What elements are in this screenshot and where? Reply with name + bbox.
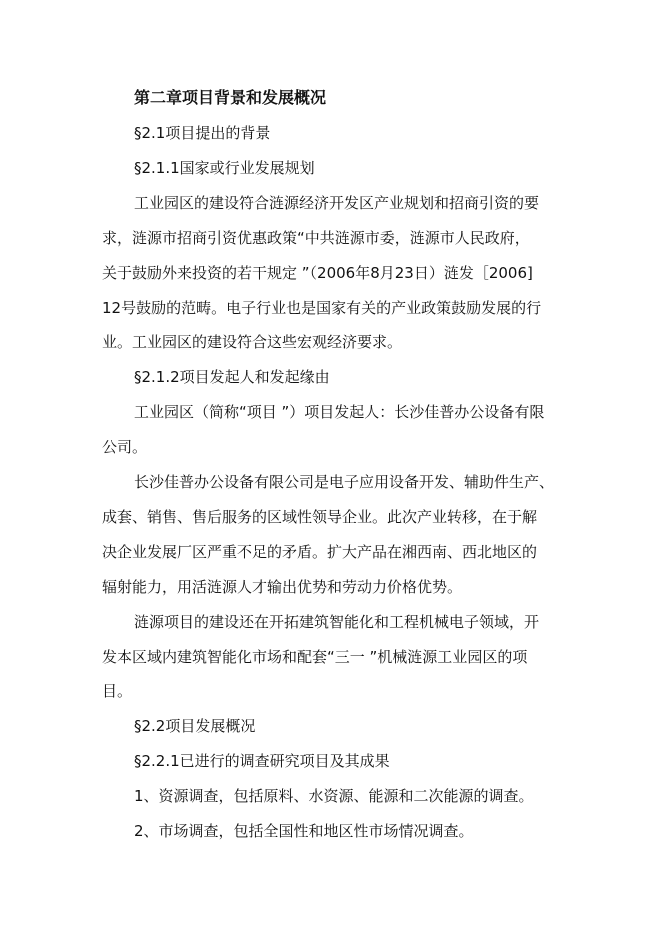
paragraph-line: 业。工业园区的建设符合这些宏观经济要求。 — [102, 333, 403, 351]
paragraph-line: 关于鼓励外来投资的若干规定 ”（2006年8月23日）涟发［2006] — [102, 264, 533, 282]
paragraph-line: 发本区域内建筑智能化市场和配套“三一 ”机械涟源工业园区的项 — [102, 648, 528, 666]
subsection-heading: §2.1.1国家或行业发展规划 — [134, 159, 315, 177]
list-item: 1、资源调查，包括原料、水资源、能源和二次能源的调查。 — [134, 787, 534, 805]
section-heading: §2.2项目发展概况 — [134, 717, 256, 735]
paragraph-line: 决企业发展厂区严重不足的矛盾。扩大产品在湘西南、西北地区的 — [102, 543, 538, 561]
paragraph-line: 公司。 — [102, 438, 148, 456]
paragraph-line: 目。 — [102, 682, 133, 700]
paragraph-line: 成套、销售、售后服务的区域性领导企业。此次产业转移，在于解 — [102, 508, 538, 526]
list-item: 2、市场调查，包括全国性和地区性市场情况调查。 — [134, 822, 474, 840]
paragraph-line: 求，涟源市招商引资优惠政策“中共涟源市委，涟源市人民政府， — [102, 229, 530, 247]
paragraph-line: 工业园区（简称“项目 ”）项目发起人：长沙佳普办公设备有限 — [134, 403, 545, 421]
paragraph-line: 涟源项目的建设还在开拓建筑智能化和工程机械电子领域，开 — [134, 613, 540, 631]
subsection-heading: §2.2.1已进行的调查研究项目及其成果 — [134, 752, 390, 770]
subsection-heading: §2.1.2项目发起人和发起缘由 — [134, 368, 330, 386]
section-heading: §2.1项目提出的背景 — [134, 124, 271, 142]
paragraph-line: 长沙佳普办公设备有限公司是电子应用设备开发、辅助件生产、 — [134, 473, 555, 491]
paragraph-line: 工业园区的建设符合涟源经济开发区产业规划和招商引资的要 — [134, 194, 540, 212]
chapter-title: 第二章项目背景和发展概况 — [134, 88, 327, 107]
paragraph-line: 辐射能力，用活涟源人才输出优势和劳动力价格优势。 — [102, 578, 463, 596]
paragraph-line: 12号鼓励的范畴。电子行业也是国家有关的产业政策鼓励发展的行 — [102, 299, 542, 317]
